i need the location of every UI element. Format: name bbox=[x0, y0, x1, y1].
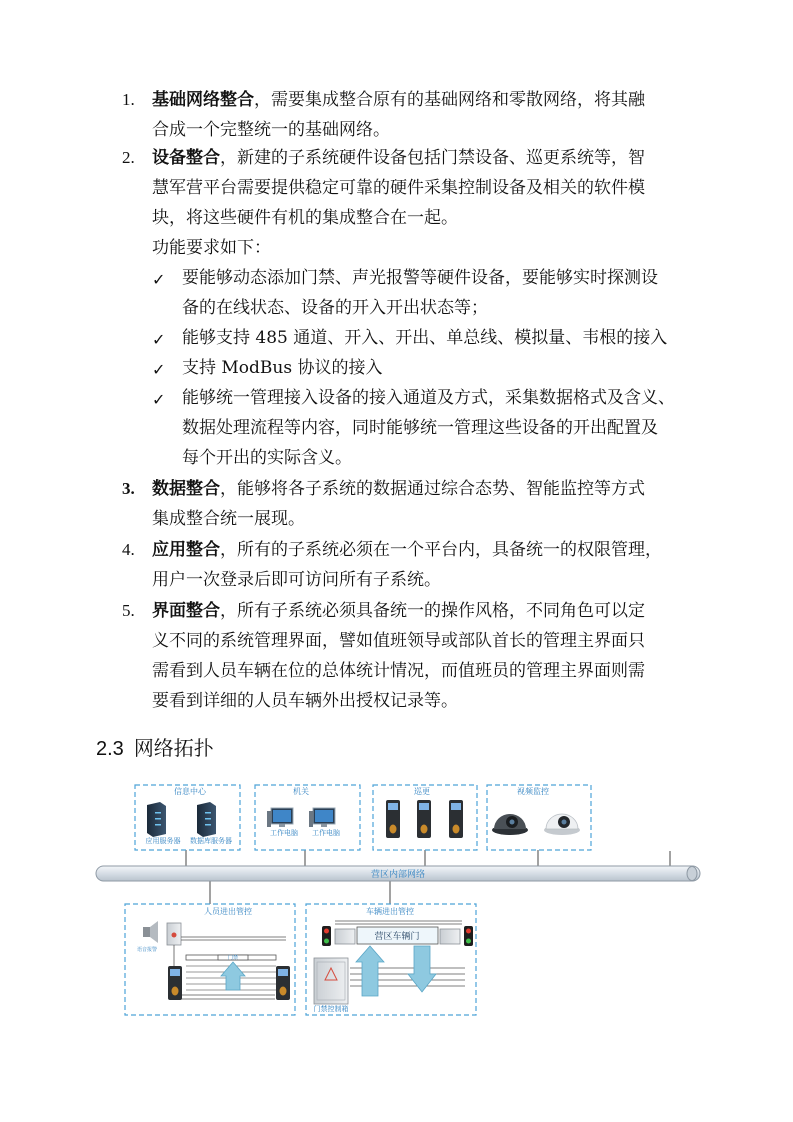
device-label: 语音报警 bbox=[136, 947, 158, 953]
item-text: ，所有的子系统必须在一个平台内，具备统一的权限管理， bbox=[220, 540, 662, 560]
item-title: 数据整合 bbox=[152, 479, 220, 499]
server-icon bbox=[147, 802, 166, 837]
access-reader-icon bbox=[449, 800, 463, 838]
dome-camera-icon bbox=[492, 814, 528, 835]
device-label: 工作电脑 bbox=[270, 829, 298, 837]
controller-box-icon bbox=[167, 923, 181, 945]
group-vehicle bbox=[306, 904, 476, 1015]
item-title: 界面整合 bbox=[152, 601, 220, 621]
device-label: 数据库服务器 bbox=[190, 837, 232, 845]
network-label: 营区内部网络 bbox=[370, 870, 426, 880]
device-label: 门禁控制箱 bbox=[313, 1005, 349, 1013]
bullet-text: 能够支持 485 通道、开入、开出、单总线、模拟量、韦根的接入 bbox=[182, 328, 668, 348]
section-title: 网络拓扑 bbox=[133, 736, 214, 760]
item-number: 3. bbox=[122, 479, 135, 498]
bullet-text: 备的在线状态、设备的开入开出状态等； bbox=[182, 298, 488, 318]
down-arrow-icon bbox=[408, 946, 436, 992]
check-icon: ✓ bbox=[152, 330, 166, 349]
traffic-light-icon bbox=[322, 926, 331, 946]
access-reader-icon bbox=[386, 800, 400, 838]
group-office bbox=[255, 785, 360, 850]
check-icon: ✓ bbox=[152, 360, 166, 379]
gate-label: 门禁 bbox=[227, 955, 239, 961]
item-text: 需看到人员车辆在位的总体统计情况，而值班员的管理主界面则需 bbox=[152, 661, 645, 681]
computer-icon bbox=[309, 808, 335, 827]
server-icon bbox=[197, 802, 216, 837]
item-text: 功能要求如下： bbox=[152, 238, 271, 258]
device-label: 工作电脑 bbox=[312, 829, 340, 837]
item-text: 慧军营平台需要提供稳定可靠的硬件采集控制设备及相关的软件模 bbox=[152, 178, 645, 198]
item-text: 用户一次登录后即可访问所有子系统。 bbox=[152, 570, 441, 590]
group-personnel bbox=[125, 904, 295, 1015]
check-icon: ✓ bbox=[152, 270, 166, 289]
item-title: 基础网络整合 bbox=[152, 90, 254, 110]
group-label: 视频监控 bbox=[517, 787, 549, 796]
item-text: 合成一个完整统一的基础网络。 bbox=[152, 120, 390, 140]
group-patrol bbox=[373, 785, 477, 850]
traffic-light-icon bbox=[464, 926, 473, 946]
item-title: 设备整合 bbox=[152, 148, 220, 168]
bullet-text: 每个开出的实际含义。 bbox=[182, 448, 352, 468]
group-label: 巡更 bbox=[414, 787, 430, 796]
item-text: 要看到详细的人员车辆外出授权记录等。 bbox=[152, 691, 458, 711]
dome-camera-icon bbox=[544, 814, 580, 835]
bullet-text: 要能够动态添加门禁、声光报警等硬件设备，要能够实时探测设 bbox=[182, 268, 658, 288]
group-label: 信息中心 bbox=[174, 787, 206, 796]
item-number: 1. bbox=[122, 90, 135, 109]
vehicle-gate-sign bbox=[357, 927, 438, 944]
bullet-text: 能够统一管理接入设备的接入通道及方式，采集数据格式及含义、 bbox=[182, 388, 675, 408]
alarm-speaker-icon bbox=[143, 921, 158, 943]
control-cabinet-icon bbox=[314, 958, 348, 1004]
item-title: 应用整合 bbox=[152, 540, 220, 560]
bullet-text: 支持 ModBus 协议的接入 bbox=[182, 358, 383, 378]
access-reader-icon bbox=[276, 966, 290, 1000]
item-number: 4. bbox=[122, 540, 135, 559]
item-text: ，需要集成整合原有的基础网络和零散网络，将其融 bbox=[254, 90, 645, 110]
item-number: 2. bbox=[122, 148, 135, 167]
group-label: 人员进出管控 bbox=[204, 907, 252, 916]
network-bus bbox=[96, 866, 700, 881]
group-label: 机关 bbox=[293, 787, 309, 796]
barrier-post bbox=[335, 929, 355, 944]
access-reader-icon bbox=[168, 966, 182, 1000]
up-arrow-icon bbox=[356, 946, 384, 996]
item-text: ，新建的子系统硬件设备包括门禁设备、巡更系统等，智 bbox=[220, 148, 645, 168]
section-number: 2.3 bbox=[96, 738, 124, 760]
access-reader-icon bbox=[417, 800, 431, 838]
group-info-center bbox=[135, 785, 240, 850]
computer-icon bbox=[267, 808, 293, 827]
bullet-text: 数据处理流程等内容，同时能够统一管理这些设备的开出配置及 bbox=[182, 418, 658, 438]
barrier-post bbox=[440, 929, 460, 944]
item-number: 5. bbox=[122, 601, 135, 620]
group-label: 车辆进出管控 bbox=[366, 907, 414, 916]
device-label: 应用服务器 bbox=[145, 837, 181, 845]
item-text: 集成整合统一展现。 bbox=[152, 509, 305, 529]
turnstile-gate bbox=[186, 954, 276, 990]
group-video bbox=[487, 785, 591, 850]
item-text: 块，将这些硬件有机的集成整合在一起。 bbox=[152, 208, 458, 228]
item-text: 义不同的系统管理界面，譬如值班领导或部队首长的管理主界面只 bbox=[152, 631, 645, 651]
check-icon: ✓ bbox=[152, 390, 166, 409]
item-text: ，所有子系统必须具备统一的操作风格，不同角色可以定 bbox=[220, 601, 645, 621]
item-text: ，能够将各子系统的数据通过综合态势、智能监控等方式 bbox=[220, 479, 645, 499]
gate-label: 营区车辆门 bbox=[374, 932, 420, 942]
